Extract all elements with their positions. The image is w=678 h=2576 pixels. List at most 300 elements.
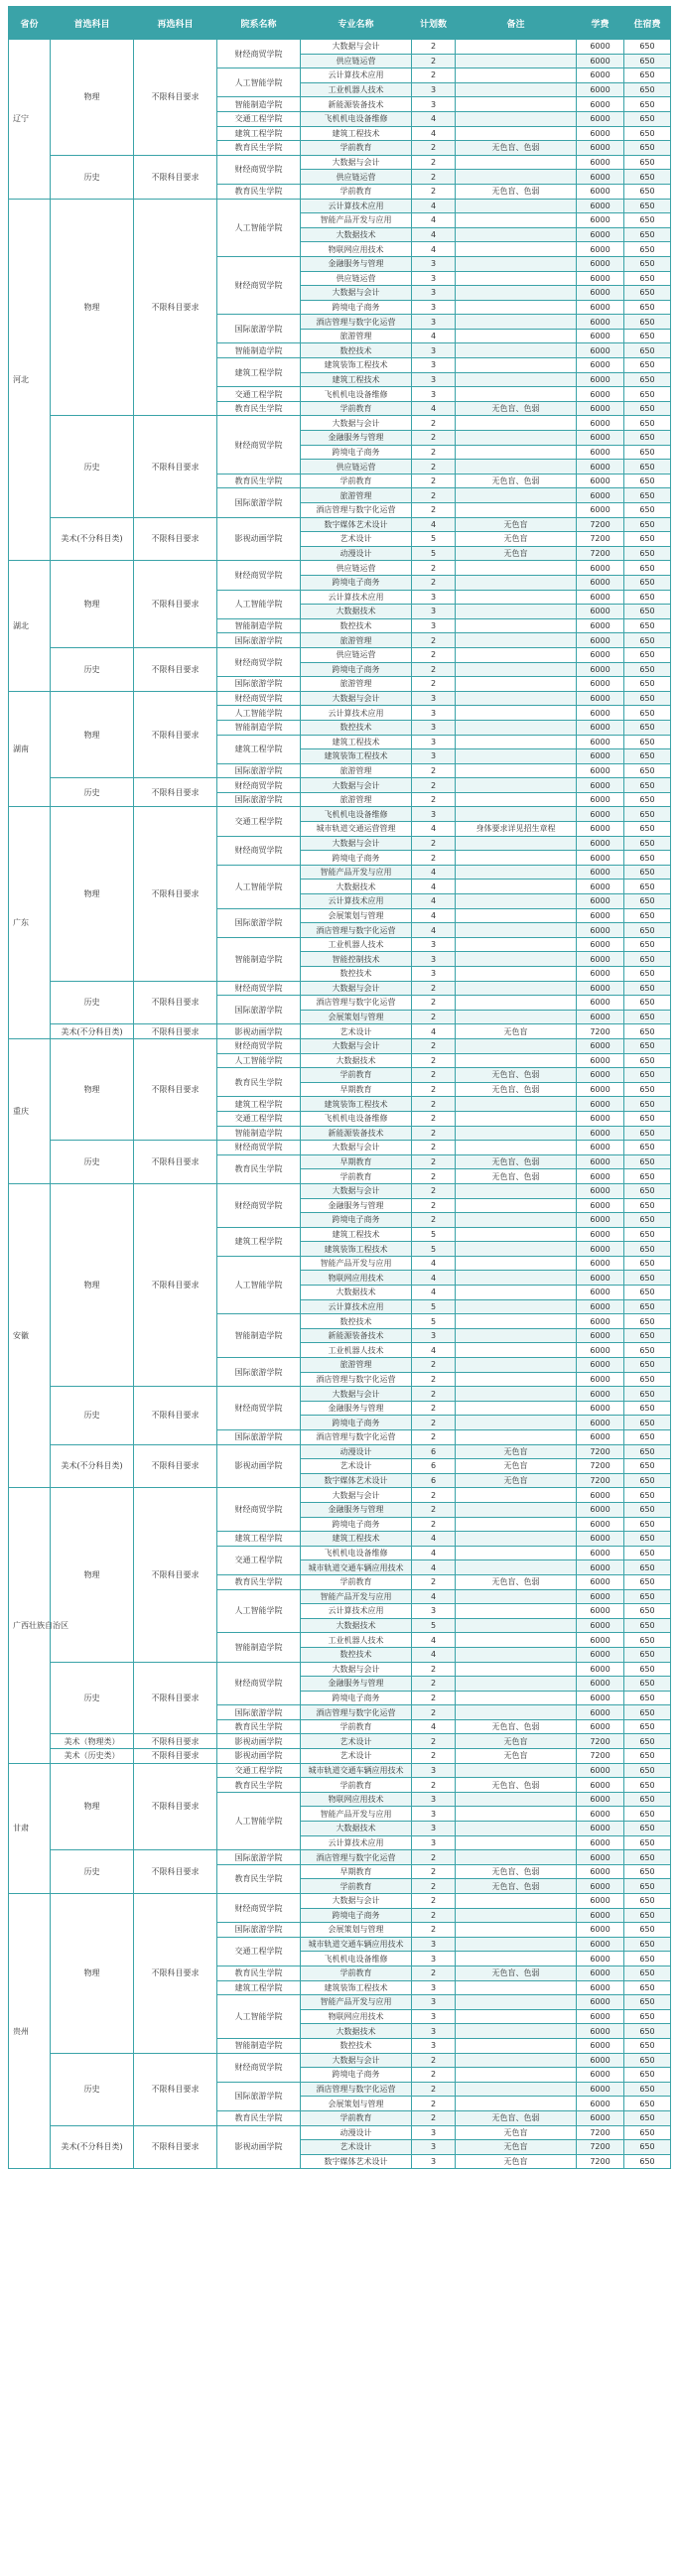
department-cell: 国际旅游学院 [217,1705,301,1720]
dorm-fee-cell: 650 [624,749,671,764]
table-row [9,778,671,793]
first-subject-cell: 历史 [51,778,134,807]
major-cell: 酒店管理与数字化运营 [301,315,412,330]
major-cell: 学前教育 [301,2110,412,2125]
plan-count-cell: 4 [412,1532,456,1547]
tuition-cell: 6000 [577,1082,624,1097]
remarks-cell [456,1343,577,1358]
major-cell: 跨境电子商务 [301,1416,412,1430]
tuition-cell: 6000 [577,1242,624,1257]
dorm-fee-cell: 650 [624,1473,671,1488]
tuition-cell: 6000 [577,575,624,590]
major-cell: 供应链运营 [301,460,412,475]
plan-count-cell: 4 [412,126,456,141]
major-cell: 艺术设计 [301,1459,412,1474]
plan-count-cell: 3 [412,2038,456,2053]
dorm-fee-cell: 650 [624,271,671,286]
second-subject-cell: 不限科目要求 [134,1024,217,1039]
tuition-cell: 7200 [577,1024,624,1039]
dorm-fee-cell: 650 [624,1444,671,1459]
dorm-fee-cell: 650 [624,1198,671,1213]
plan-count-cell: 4 [412,1560,456,1575]
table-row [9,1183,671,1198]
department-cell: 人工智能学院 [217,1995,301,2039]
remarks-cell [456,1995,577,2010]
remarks-cell: 无色盲、色弱 [456,401,577,416]
remarks-cell [456,633,577,648]
header-dorm-fee: 住宿费 [624,7,671,40]
dorm-fee-cell: 650 [624,300,671,315]
tuition-cell: 6000 [577,618,624,633]
remarks-cell [456,1097,577,1112]
dorm-fee-cell: 650 [624,1937,671,1952]
tuition-cell: 6000 [577,387,624,402]
dorm-fee-cell: 650 [624,851,671,866]
major-cell: 大数据与会计 [301,1038,412,1053]
tuition-cell: 6000 [577,1401,624,1416]
remarks-cell [456,851,577,866]
remarks-cell [456,126,577,141]
major-cell: 大数据与会计 [301,40,412,55]
plan-count-cell: 4 [412,1286,456,1300]
plan-count-cell: 2 [412,981,456,996]
second-subject-cell: 不限科目要求 [134,155,217,199]
dorm-fee-cell: 650 [624,1807,671,1822]
table-row [9,1763,671,1778]
tuition-cell: 6000 [577,199,624,213]
tuition-cell: 6000 [577,1111,624,1126]
plan-count-cell: 2 [412,1894,456,1909]
second-subject-cell: 不限科目要求 [134,1038,217,1140]
remarks-cell [456,300,577,315]
department-cell: 交通工程学院 [217,387,301,402]
plan-count-cell: 3 [412,1835,456,1850]
tuition-cell: 6000 [577,1792,624,1807]
table-row [9,1038,671,1053]
plan-count-cell: 2 [412,792,456,807]
department-cell: 智能制造学院 [217,1126,301,1141]
plan-count-cell: 4 [412,227,456,242]
dorm-fee-cell: 650 [624,2140,671,2155]
tuition-cell: 6000 [577,416,624,431]
department-cell: 国际旅游学院 [217,1358,301,1387]
remarks-cell [456,735,577,749]
major-cell: 物联网应用技术 [301,2009,412,2024]
tuition-cell: 6000 [577,68,624,83]
department-cell: 建筑工程学院 [217,1532,301,1547]
tuition-cell: 6000 [577,82,624,97]
tuition-cell: 7200 [577,1473,624,1488]
department-cell: 国际旅游学院 [217,792,301,807]
major-cell: 大数据技术 [301,1618,412,1633]
plan-count-cell: 5 [412,546,456,561]
remarks-cell [456,82,577,97]
major-cell: 跨境电子商务 [301,300,412,315]
tuition-cell: 6000 [577,1358,624,1373]
department-cell: 财经商贸学院 [217,1894,301,1923]
major-cell: 物联网应用技术 [301,1792,412,1807]
plan-count-cell: 4 [412,908,456,923]
province-cell: 湖北 [9,561,51,691]
dorm-fee-cell: 650 [624,590,671,605]
major-cell: 动漫设计 [301,2125,412,2140]
major-cell: 跨境电子商务 [301,1691,412,1705]
dorm-fee-cell: 650 [624,82,671,97]
department-cell: 教育民生学院 [217,1068,301,1097]
plan-count-cell: 2 [412,1778,456,1793]
major-cell: 智能产品开发与应用 [301,1995,412,2010]
province-cell: 广西壮族自治区 [9,1488,51,1763]
major-cell: 早期教育 [301,1864,412,1879]
dorm-fee-cell: 650 [624,1517,671,1532]
second-subject-cell: 不限科目要求 [134,1763,217,1850]
tuition-cell: 6000 [577,1097,624,1112]
header-plan-count: 计划数 [412,7,456,40]
tuition-cell: 6000 [577,1010,624,1024]
department-cell: 建筑工程学院 [217,126,301,141]
first-subject-cell: 历史 [51,155,134,199]
tuition-cell: 6000 [577,343,624,358]
department-cell: 人工智能学院 [217,1256,301,1313]
plan-count-cell: 2 [412,488,456,503]
major-cell: 金融服务与管理 [301,1677,412,1692]
plan-count-cell: 2 [412,1705,456,1720]
plan-count-cell: 2 [412,2097,456,2111]
tuition-cell: 6000 [577,1864,624,1879]
remarks-cell [456,1937,577,1952]
plan-count-cell: 4 [412,329,456,343]
remarks-cell [456,1111,577,1126]
plan-count-cell: 2 [412,1574,456,1589]
remarks-cell [456,1314,577,1329]
plan-count-cell: 2 [412,1401,456,1416]
plan-count-cell: 3 [412,807,456,822]
major-cell: 旅游管理 [301,488,412,503]
tuition-cell: 6000 [577,1923,624,1938]
tuition-cell: 6000 [577,1879,624,1894]
plan-count-cell: 3 [412,82,456,97]
plan-count-cell: 4 [412,1589,456,1604]
major-cell: 会展策划与管理 [301,1923,412,1938]
dorm-fee-cell: 650 [624,2110,671,2125]
remarks-cell [456,445,577,460]
major-cell: 工业机器人技术 [301,937,412,952]
remarks-cell [456,996,577,1011]
province-cell: 重庆 [9,1038,51,1183]
tuition-cell: 6000 [577,1343,624,1358]
major-cell: 酒店管理与数字化运营 [301,996,412,1011]
department-cell: 国际旅游学院 [217,1850,301,1865]
plan-count-cell: 5 [412,532,456,547]
major-cell: 飞机机电设备维修 [301,1546,412,1560]
tuition-cell: 6000 [577,952,624,967]
remarks-cell [456,894,577,909]
department-cell: 国际旅游学院 [217,315,301,343]
first-subject-cell: 美术(不分科目类) [51,2125,134,2169]
dorm-fee-cell: 650 [624,2024,671,2039]
department-cell: 建筑工程学院 [217,1227,301,1256]
dorm-fee-cell: 650 [624,431,671,446]
plan-count-cell: 3 [412,372,456,387]
dorm-fee-cell: 650 [624,2068,671,2083]
second-subject-cell: 不限科目要求 [134,647,217,691]
major-cell: 跨境电子商务 [301,662,412,677]
plan-count-cell: 2 [412,647,456,662]
department-cell: 人工智能学院 [217,1792,301,1849]
remarks-cell [456,836,577,851]
tuition-cell: 6000 [577,431,624,446]
dorm-fee-cell: 650 [624,967,671,982]
remarks-cell [456,1358,577,1373]
remarks-cell [456,1430,577,1445]
tuition-cell: 6000 [577,720,624,735]
second-subject-cell: 不限科目要求 [134,2053,217,2125]
major-cell: 会展策划与管理 [301,1010,412,1024]
dorm-fee-cell: 650 [624,227,671,242]
plan-count-cell: 5 [412,1618,456,1633]
dorm-fee-cell: 650 [624,1604,671,1619]
department-cell: 智能制造学院 [217,618,301,633]
major-cell: 供应链运营 [301,647,412,662]
major-cell: 学前教育 [301,1719,412,1734]
major-cell: 艺术设计 [301,532,412,547]
department-cell: 教育民生学院 [217,141,301,156]
remarks-cell [456,1662,577,1677]
tuition-cell: 6000 [577,184,624,199]
table-row [9,1488,671,1503]
remarks-cell [456,981,577,996]
dorm-fee-cell: 650 [624,792,671,807]
dorm-fee-cell: 650 [624,2154,671,2169]
remarks-cell [456,2038,577,2053]
plan-count-cell: 3 [412,1952,456,1966]
dorm-fee-cell: 650 [624,1691,671,1705]
major-cell: 智能产品开发与应用 [301,213,412,228]
plan-count-cell: 3 [412,2024,456,2039]
dorm-fee-cell: 650 [624,1560,671,1575]
dorm-fee-cell: 650 [624,1068,671,1083]
plan-count-cell: 2 [412,2053,456,2068]
major-cell: 新能源装备技术 [301,97,412,112]
major-cell: 数字媒体艺术设计 [301,517,412,532]
dorm-fee-cell: 650 [624,1154,671,1169]
tuition-cell: 6000 [577,2068,624,2083]
major-cell: 建筑工程技术 [301,372,412,387]
dorm-fee-cell: 650 [624,880,671,894]
plan-count-cell: 2 [412,1141,456,1155]
plan-count-cell: 2 [412,1358,456,1373]
second-subject-cell: 不限科目要求 [134,2125,217,2169]
remarks-cell: 无色盲 [456,2125,577,2140]
dorm-fee-cell: 650 [624,546,671,561]
tuition-cell: 6000 [577,315,624,330]
major-cell: 金融服务与管理 [301,1401,412,1416]
province-cell: 甘肃 [9,1763,51,1893]
remarks-cell: 无色盲、色弱 [456,184,577,199]
remarks-cell [456,1010,577,1024]
remarks-cell: 无色盲、色弱 [456,141,577,156]
remarks-cell: 无色盲、色弱 [456,1778,577,1793]
major-cell: 智能产品开发与应用 [301,1807,412,1822]
tuition-cell: 6000 [577,1126,624,1141]
dorm-fee-cell: 650 [624,1662,671,1677]
remarks-cell [456,1647,577,1662]
plan-count-cell: 5 [412,1242,456,1257]
tuition-cell: 6000 [577,967,624,982]
dorm-fee-cell: 650 [624,54,671,68]
table-row [9,199,671,213]
dorm-fee-cell: 650 [624,1835,671,1850]
dorm-fee-cell: 650 [624,2038,671,2053]
tuition-cell: 6000 [577,2082,624,2097]
tuition-cell: 6000 [577,851,624,866]
tuition-cell: 6000 [577,1286,624,1300]
tuition-cell: 6000 [577,1213,624,1228]
major-cell: 酒店管理与数字化运营 [301,2082,412,2097]
dorm-fee-cell: 650 [624,1647,671,1662]
province-cell: 安徽 [9,1183,51,1487]
dorm-fee-cell: 650 [624,358,671,373]
dorm-fee-cell: 650 [624,1271,671,1286]
table-row [9,517,671,532]
tuition-cell: 6000 [577,358,624,373]
tuition-cell: 6000 [577,880,624,894]
province-cell: 河北 [9,199,51,561]
table-row [9,1850,671,1865]
tuition-cell: 6000 [577,807,624,822]
dorm-fee-cell: 650 [624,1286,671,1300]
remarks-cell [456,1850,577,1865]
dorm-fee-cell: 650 [624,1719,671,1734]
tuition-cell: 6000 [577,286,624,301]
tuition-cell: 6000 [577,1256,624,1271]
major-cell: 大数据技术 [301,2024,412,2039]
province-cell: 湖南 [9,691,51,807]
tuition-cell: 6000 [577,1387,624,1402]
tuition-cell: 6000 [577,677,624,692]
department-cell: 建筑工程学院 [217,1097,301,1112]
header-remarks: 备注 [456,7,577,40]
remarks-cell [456,1126,577,1141]
tuition-cell: 6000 [577,111,624,126]
dorm-fee-cell: 650 [624,1111,671,1126]
remarks-cell [456,488,577,503]
department-cell: 智能制造学院 [217,2038,301,2053]
remarks-cell [456,1560,577,1575]
department-cell: 教育民生学院 [217,1574,301,1589]
department-cell: 财经商贸学院 [217,40,301,68]
major-cell: 大数据与会计 [301,1141,412,1155]
table-row [9,1141,671,1155]
tuition-cell: 6000 [577,1532,624,1547]
department-cell: 交通工程学院 [217,111,301,126]
tuition-cell: 6000 [577,1416,624,1430]
plan-count-cell: 4 [412,822,456,837]
plan-count-cell: 2 [412,2068,456,2083]
tuition-cell: 6000 [577,1372,624,1387]
tuition-cell: 6000 [577,1328,624,1343]
major-cell: 跨境电子商务 [301,1908,412,1923]
dorm-fee-cell: 650 [624,1010,671,1024]
remarks-cell [456,1908,577,1923]
dorm-fee-cell: 650 [624,1213,671,1228]
remarks-cell [456,1807,577,1822]
major-cell: 艺术设计 [301,1749,412,1764]
department-cell: 智能制造学院 [217,1314,301,1358]
remarks-cell [456,792,577,807]
department-cell: 交通工程学院 [217,1111,301,1126]
dorm-fee-cell: 650 [624,1546,671,1560]
major-cell: 动漫设计 [301,1444,412,1459]
plan-count-cell: 3 [412,590,456,605]
plan-count-cell: 2 [412,633,456,648]
remarks-cell [456,372,577,387]
dorm-fee-cell: 650 [624,199,671,213]
remarks-cell [456,1604,577,1619]
major-cell: 金融服务与管理 [301,1198,412,1213]
plan-count-cell: 2 [412,1734,456,1749]
dorm-fee-cell: 650 [624,1169,671,1184]
remarks-cell [456,503,577,518]
dorm-fee-cell: 650 [624,1633,671,1648]
major-cell: 早期教育 [301,1154,412,1169]
major-cell: 酒店管理与数字化运营 [301,1850,412,1865]
dorm-fee-cell: 650 [624,372,671,387]
first-subject-cell: 美术（历史类） [51,1749,134,1764]
department-cell: 建筑工程学院 [217,735,301,763]
major-cell: 云计算技术应用 [301,68,412,83]
major-cell: 学前教育 [301,141,412,156]
remarks-cell [456,1952,577,1966]
tuition-cell: 6000 [577,1068,624,1083]
dorm-fee-cell: 650 [624,1038,671,1053]
dorm-fee-cell: 650 [624,647,671,662]
major-cell: 新能源装备技术 [301,1126,412,1141]
remarks-cell [456,286,577,301]
remarks-cell [456,807,577,822]
remarks-cell [456,1183,577,1198]
major-cell: 建筑工程技术 [301,1532,412,1547]
plan-count-cell: 5 [412,1299,456,1314]
major-cell: 建筑工程技术 [301,735,412,749]
plan-count-cell: 4 [412,1647,456,1662]
department-cell: 教育民生学院 [217,2110,301,2125]
first-subject-cell: 美术(不分科目类) [51,1444,134,1488]
tuition-cell: 6000 [577,691,624,706]
table-row [9,561,671,576]
remarks-cell [456,1618,577,1633]
remarks-cell: 无色盲 [456,1473,577,1488]
major-cell: 大数据与会计 [301,836,412,851]
plan-count-cell: 4 [412,880,456,894]
major-cell: 物联网应用技术 [301,1271,412,1286]
dorm-fee-cell: 650 [624,2009,671,2024]
remarks-cell: 无色盲、色弱 [456,474,577,488]
second-subject-cell: 不限科目要求 [134,1662,217,1734]
tuition-cell: 6000 [577,1314,624,1329]
dorm-fee-cell: 650 [624,1677,671,1692]
major-cell: 会展策划与管理 [301,908,412,923]
tuition-cell: 6000 [577,1169,624,1184]
major-cell: 大数据与会计 [301,981,412,996]
tuition-cell: 6000 [577,1850,624,1865]
plan-count-cell: 2 [412,54,456,68]
major-cell: 旅游管理 [301,1358,412,1373]
plan-count-cell: 5 [412,1227,456,1242]
department-cell: 人工智能学院 [217,706,301,721]
major-cell: 大数据技术 [301,1822,412,1836]
tuition-cell: 6000 [577,633,624,648]
